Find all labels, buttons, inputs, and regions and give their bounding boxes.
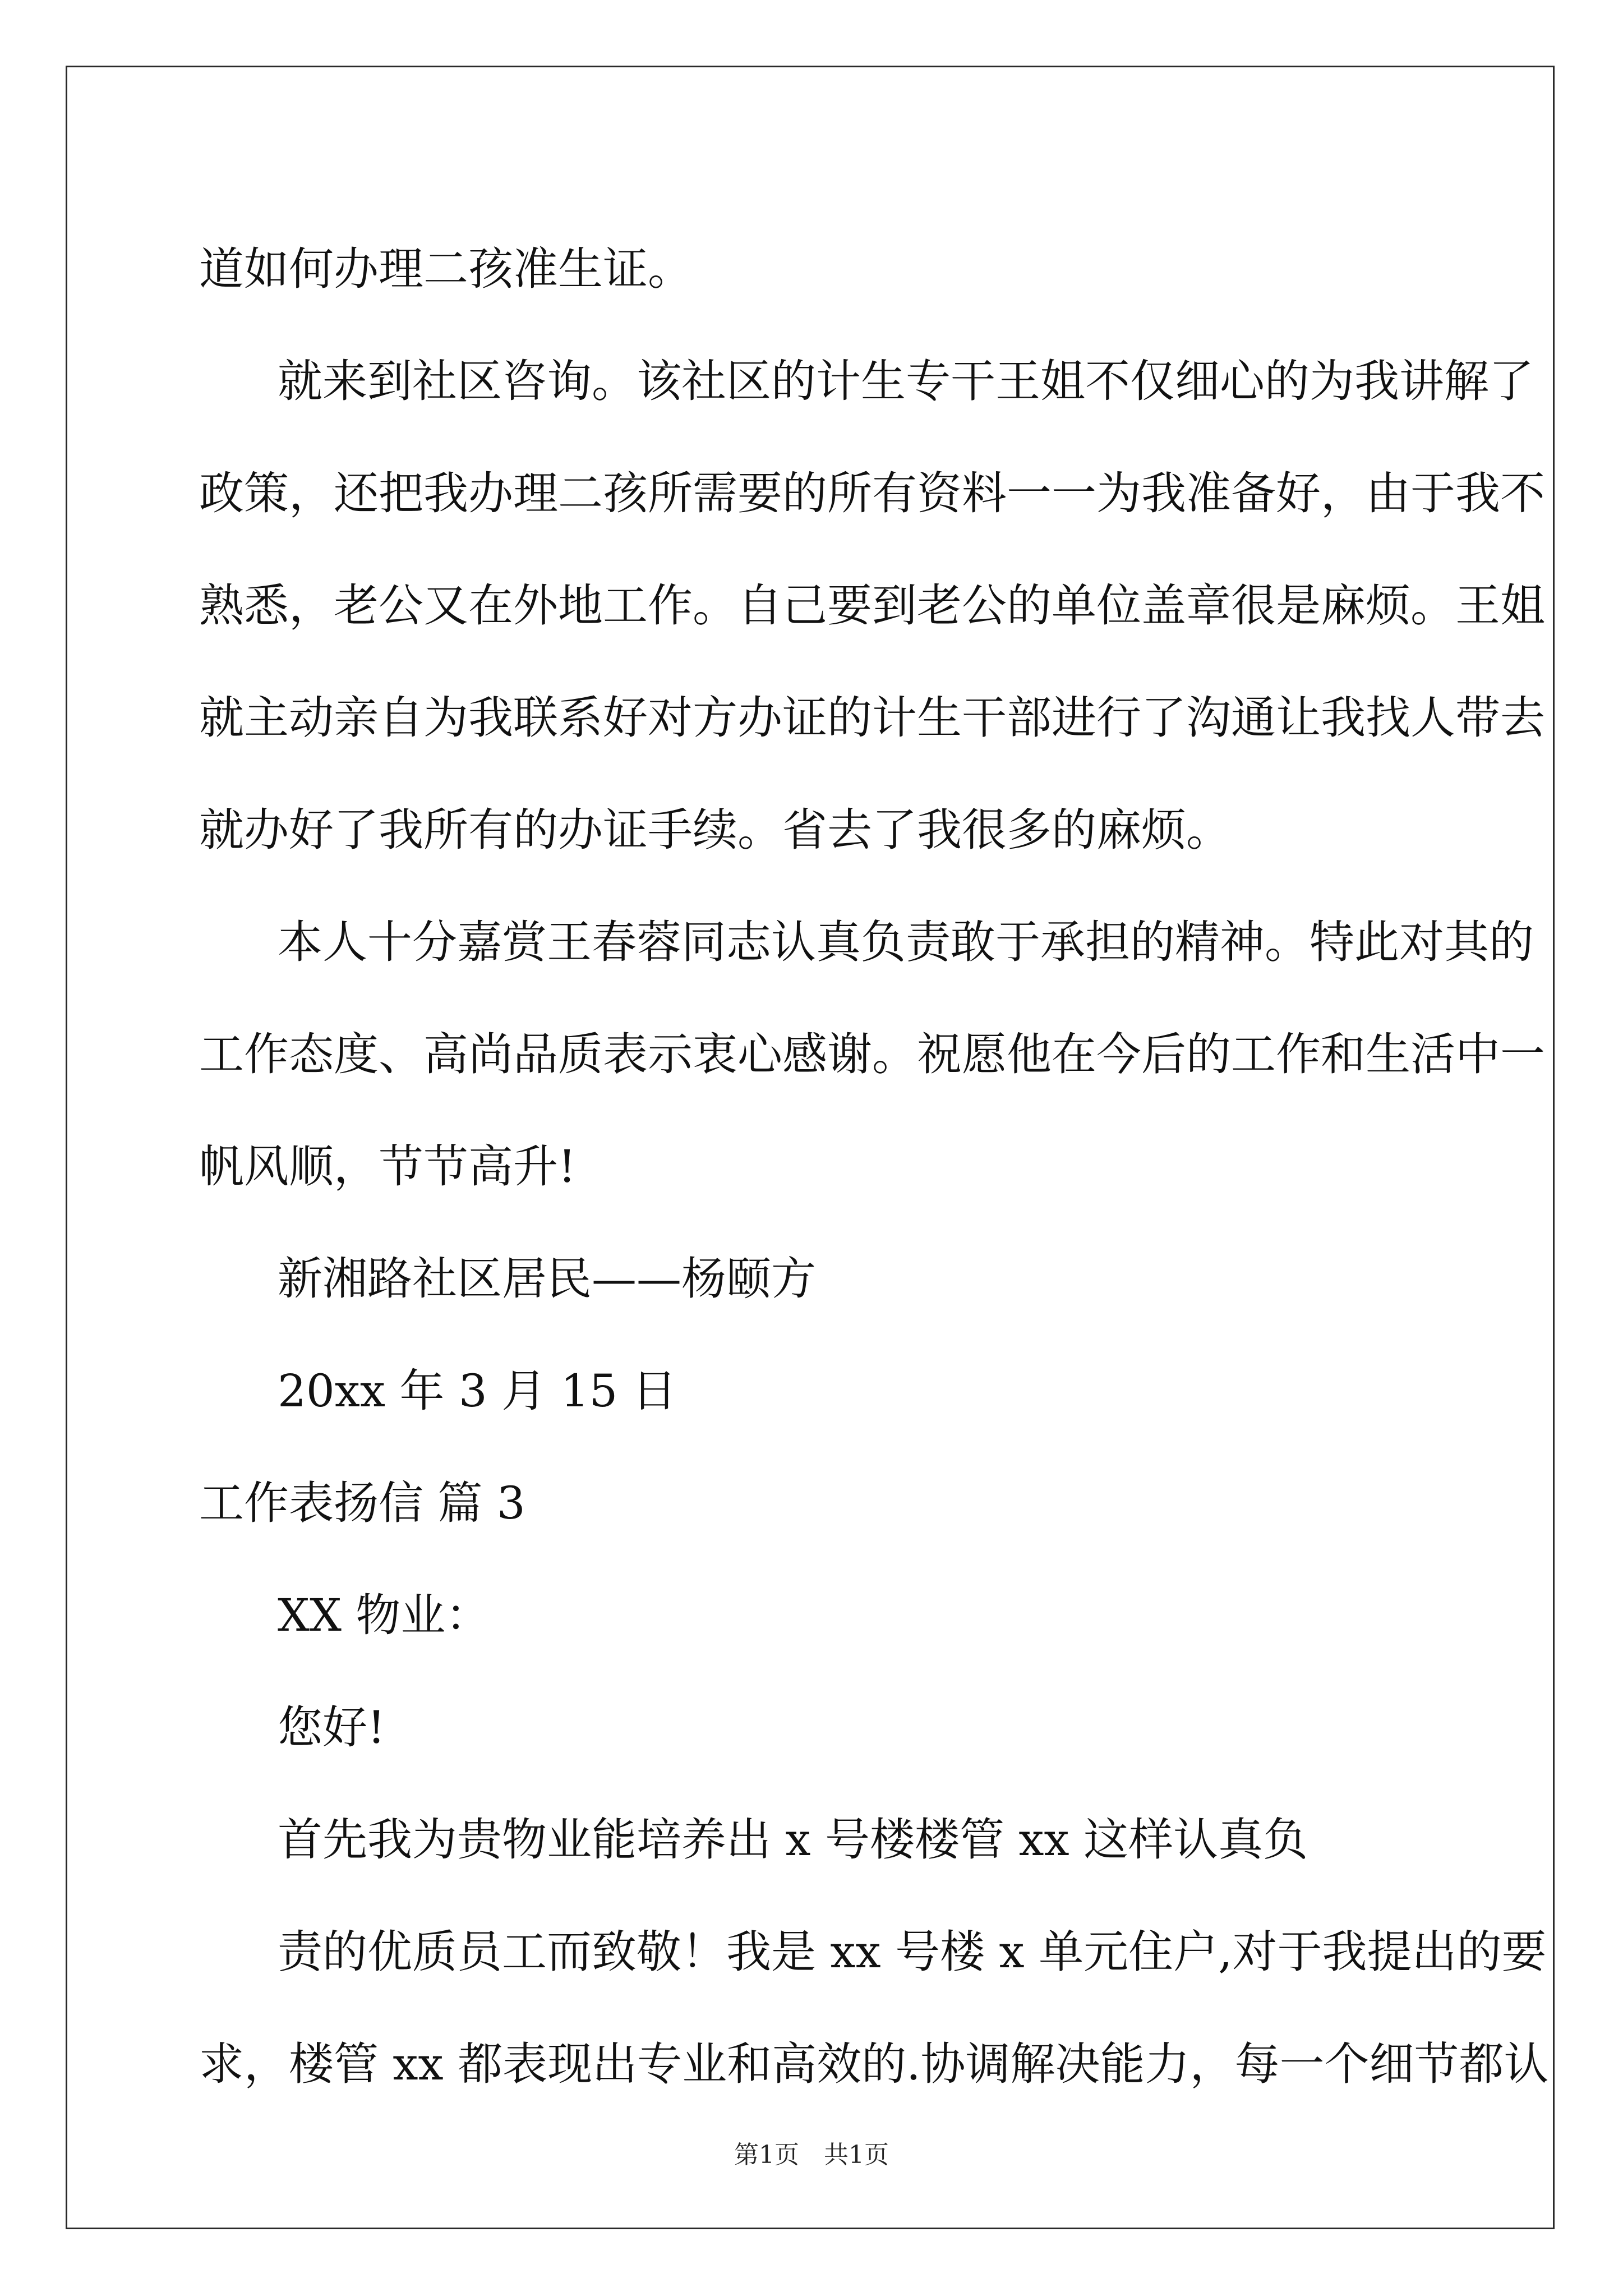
paragraph-line: 熟悉，老公又在外地工作。自己要到老公的单位盖章很是麻烦。王姐 [199,579,1545,632]
paragraph-line: 就主动亲自为我联系好对方办证的计生干部进行了沟通让我找人带去 [199,692,1545,744]
paragraph-line: 就办好了我所有的办证手续。省去了我很多的麻烦。 [199,804,1231,856]
paragraph-line: 求，楼管 xx 都表现出专业和高效的.协调解决能力，每一个细节都认 [199,2038,1549,2090]
paragraph-line: 首先我为贵物业能培养出 x 号楼楼管 xx 这样认真负 [278,1814,1308,1866]
greeting-line: 您好! [278,1701,386,1754]
paragraph-line: 本人十分嘉赏王春蓉同志认真负责敢于承担的精神。特此对其的 [278,916,1534,968]
signature-line: 新湘路社区居民——杨颐方 [278,1253,816,1305]
salutation-line: XX 物业： [278,1589,491,1641]
paragraph-line: 道如何办理二孩准生证。 [199,243,693,295]
paragraph-line: 就来到社区咨询。该社区的计生专干王姐不仅细心的为我讲解了 [278,355,1534,407]
paragraph-line: 工作态度、高尚品质表示衷心感谢。祝愿他在今后的工作和生活中一 [199,1028,1545,1080]
date-line: 20xx 年 3 月 15 日 [278,1365,677,1417]
paragraph-line: 责的优质员工而致敬！我是 xx 号楼 x 单元住户,对于我提出的要 [278,1926,1547,1978]
paragraph-line: 政策，还把我办理二孩所需要的所有资料一一为我准备好，由于我不 [199,467,1545,519]
section-heading: 工作表扬信 篇 3 [199,1477,525,1529]
page-number: 第1页 共1页 [734,2141,889,2169]
paragraph-line: 帆风顺，节节高升! [199,1140,577,1193]
document-body [199,213,1549,2120]
